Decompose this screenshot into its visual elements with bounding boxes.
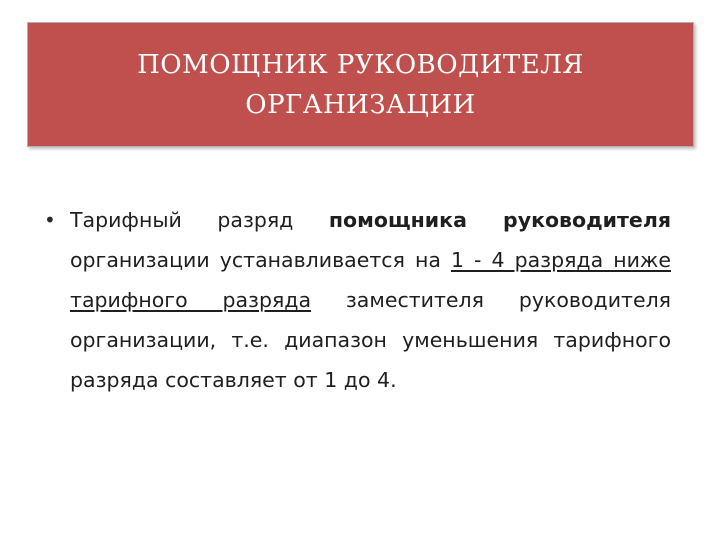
bold-text-segment: помощника руководителя: [328, 208, 672, 232]
underlined-text-segment: 1 - 4 разряда ниже тарифного разряда: [70, 248, 671, 312]
text-segment: заместителя руководителя организации, т.е. диапазон уменьшения тарифного разряда составляет от 1 до 4.: [70, 288, 671, 392]
title-banner: [27, 22, 694, 147]
bullet-icon: •: [44, 208, 56, 232]
title-line-1: ПОМОЩНИК РУКОВОДИТЕЛЯ: [137, 49, 584, 80]
text-segment: организации устанавливается на: [70, 248, 451, 272]
bullet-item: [44, 200, 671, 400]
bullet-text: [70, 200, 671, 400]
text-segment: Тарифный разряд: [70, 208, 329, 232]
title-line-2: ОРГАНИЗАЦИИ: [245, 89, 476, 120]
